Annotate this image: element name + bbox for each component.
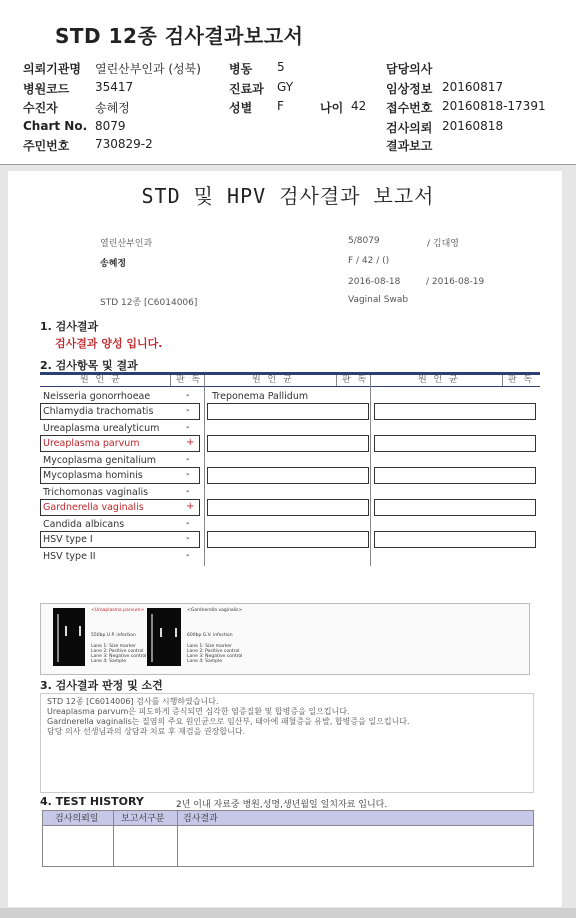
ward-value: 5 bbox=[277, 60, 285, 74]
ward-label: 병동 bbox=[229, 62, 253, 76]
section-3-heading: 3. 검사결과 판정 및 소견 bbox=[40, 679, 163, 692]
request-label: 검사의뢰 bbox=[386, 121, 433, 135]
gel-legend: Lane 2: Positive control bbox=[91, 649, 144, 654]
code-value: 35417 bbox=[95, 80, 134, 94]
empty-cell-box bbox=[207, 435, 369, 452]
gel-lane bbox=[57, 614, 59, 662]
empty-cell-box bbox=[207, 467, 369, 484]
opinion-line: 담당 의사 선생님과의 상담과 치료 후 재검을 권장합니다. bbox=[47, 727, 246, 736]
organism-result: - bbox=[186, 390, 190, 401]
history-col-type: 보고서구분 bbox=[121, 814, 165, 824]
meta-specimen: Vaginal Swab bbox=[348, 295, 409, 305]
request-value: 20160818 bbox=[442, 119, 504, 133]
history-note: 2년 이내 자료중 병원,성명,생년월일 일치자료 입니다. bbox=[176, 800, 388, 810]
gel-legend: Lane 3: Negative control bbox=[187, 654, 243, 659]
organism-result: - bbox=[186, 422, 190, 433]
gel-left-band: 550bp U.P. infection bbox=[91, 633, 136, 638]
history-table bbox=[42, 810, 534, 867]
meta-test-code: STD 12종 [C6014006] bbox=[100, 298, 198, 308]
chart-label: Chart No. bbox=[23, 119, 88, 133]
empty-cell-box bbox=[207, 499, 369, 516]
meta-sex-age: F / 42 / () bbox=[348, 256, 390, 266]
hospital-field bbox=[23, 60, 81, 77]
organism-name: Ureaplasma parvum bbox=[43, 438, 140, 449]
organism-name: Candida albicans bbox=[43, 519, 125, 530]
patient-label: 수진자 bbox=[23, 101, 58, 115]
gel-band bbox=[175, 628, 177, 637]
organism-result: - bbox=[186, 518, 190, 529]
organism-name: HSV type II bbox=[43, 551, 96, 562]
dept-value: GY bbox=[277, 80, 294, 94]
idnum-label: 주민번호 bbox=[23, 139, 70, 153]
column-divider bbox=[336, 375, 337, 386]
history-col-date: 검사의뢰일 bbox=[55, 814, 99, 824]
gel-legend: Lane 3: Negative control bbox=[91, 654, 147, 659]
section-2-heading: 2. 검사항목 및 결과 bbox=[40, 359, 138, 372]
gel-right-band: 600bp G.V. infection bbox=[187, 633, 233, 638]
gel-left-title: <Ureaplasma parvum> bbox=[91, 608, 145, 613]
organism-result: - bbox=[186, 533, 190, 544]
header-divider bbox=[0, 164, 576, 165]
organism-result: - bbox=[186, 405, 190, 416]
opinion-box bbox=[40, 693, 534, 793]
receipt-label: 접수번호 bbox=[386, 101, 433, 115]
field-label: 의뢰기관명 bbox=[23, 62, 81, 76]
organism-name: Mycoplasma genitalium bbox=[43, 455, 157, 466]
meta-date-received: 2016-08-18 bbox=[348, 277, 401, 287]
opinion-line: Gardnerella vaginalis는 질염의 주요 원인균으로 임산부, 태아에 패혈증을 유발, 합병증을 일으킵니다. bbox=[47, 717, 410, 726]
section-1-heading: 1. 검사결과 bbox=[40, 320, 99, 333]
organism-result: - bbox=[186, 454, 190, 465]
empty-cell-box bbox=[374, 467, 536, 484]
patient-value: 송혜정 bbox=[95, 101, 130, 115]
empty-cell-box bbox=[374, 531, 536, 548]
gel-legend: Lane 4: Sample bbox=[187, 659, 222, 664]
empty-cell-box bbox=[374, 499, 536, 516]
dept-label: 진료과 bbox=[229, 82, 264, 96]
section-4-heading: 4. TEST HISTORY bbox=[40, 795, 144, 808]
positive-result: 검사결과 양성 입니다. bbox=[55, 337, 163, 350]
col-header-organism: 원 인 균 bbox=[252, 375, 294, 385]
organism-name: Gardnerella vaginalis bbox=[43, 502, 144, 513]
organism-name: Mycoplasma hominis bbox=[43, 470, 143, 481]
empty-cell-box bbox=[374, 435, 536, 452]
history-divider bbox=[113, 811, 114, 866]
column-divider bbox=[170, 375, 171, 386]
gel-legend: Lane 4: Sample bbox=[91, 659, 126, 664]
page-title: STD 12종 검사결과보고서 bbox=[55, 24, 304, 48]
organism-name: HSV type I bbox=[43, 534, 93, 545]
gel-legend: Lane 1: Size marker bbox=[187, 644, 232, 649]
col-header-organism: 원 인 균 bbox=[418, 375, 460, 385]
gel-band bbox=[160, 628, 162, 637]
receipt-value: 20160818-17391 bbox=[442, 99, 546, 113]
col-header-organism: 원 인 균 bbox=[80, 375, 122, 385]
organism-name: Treponema Pallidum bbox=[212, 391, 309, 402]
opinion-line: Ureaplasma parvum은 피도하게 증식되면 심각한 염증질환 및 합병증을 일으킵니다. bbox=[47, 707, 350, 716]
gel-legend: Lane 1: Size marker bbox=[91, 644, 136, 649]
clinical-label: 임상정보 bbox=[386, 82, 433, 96]
history-col-result: 검사결과 bbox=[183, 814, 218, 824]
col-header-judgment: 판 독 bbox=[508, 375, 535, 385]
empty-cell-box bbox=[207, 531, 369, 548]
organism-result: - bbox=[186, 486, 190, 497]
meta-chart: 5/8079 bbox=[348, 236, 380, 246]
meta-date-reported: / 2016-08-19 bbox=[426, 277, 485, 287]
empty-cell-box bbox=[374, 403, 536, 420]
history-header-row bbox=[43, 811, 533, 826]
gel-image-left bbox=[53, 608, 85, 666]
gel-image-right bbox=[147, 608, 181, 666]
report-title: STD 및 HPV 검사결과 보고서 bbox=[141, 184, 435, 208]
page-bottom-edge bbox=[0, 908, 576, 918]
column-divider bbox=[370, 375, 371, 566]
history-divider bbox=[177, 811, 178, 866]
gel-right-title: <Gardnerella vaginalis> bbox=[187, 608, 243, 613]
organism-result: - bbox=[186, 469, 190, 480]
report-label: 결과보고 bbox=[386, 139, 433, 153]
clinical-value: 20160817 bbox=[442, 80, 504, 94]
age-value: 42 bbox=[351, 99, 367, 113]
gel-image-panel bbox=[40, 603, 530, 675]
meta-clinic: 열린산부인과 bbox=[100, 239, 153, 249]
gel-lane bbox=[151, 614, 153, 662]
doctor-label: 담당의사 bbox=[386, 62, 433, 76]
col-header-judgment: 판 독 bbox=[342, 375, 369, 385]
organism-name: Neisseria gonorrhoeae bbox=[43, 391, 151, 402]
col-header-judgment: 판 독 bbox=[176, 375, 203, 385]
meta-patient: 송혜정 bbox=[100, 259, 127, 269]
gel-legend: Lane 2: Positive control bbox=[187, 649, 240, 654]
organism-result: + bbox=[186, 501, 195, 512]
idnum-value: 730829-2 bbox=[95, 137, 153, 151]
opinion-line: STD 12종 [C6014006] 검사를 시행하였습니다. bbox=[47, 697, 219, 706]
meta-doctor: / 김대영 bbox=[427, 239, 459, 249]
code-label: 병원코드 bbox=[23, 82, 70, 96]
gel-band bbox=[79, 626, 81, 636]
organism-name: Chlamydia trachomatis bbox=[43, 406, 154, 417]
sex-label: 성별 bbox=[229, 101, 253, 115]
chart-value: 8079 bbox=[95, 119, 126, 133]
age-label: 나이 bbox=[320, 101, 344, 115]
organism-result: + bbox=[186, 437, 195, 448]
column-divider bbox=[204, 375, 205, 566]
empty-cell-box bbox=[207, 403, 369, 420]
organism-name: Trichomonas vaginalis bbox=[43, 487, 149, 498]
organism-result: - bbox=[186, 550, 190, 561]
sex-value: F bbox=[277, 99, 284, 113]
gel-band bbox=[65, 626, 67, 636]
hospital-value: 열린산부인과 (성북) bbox=[95, 62, 201, 76]
column-divider bbox=[502, 375, 503, 386]
header-underline bbox=[40, 386, 540, 387]
organism-name: Ureaplasma urealyticum bbox=[43, 423, 160, 434]
